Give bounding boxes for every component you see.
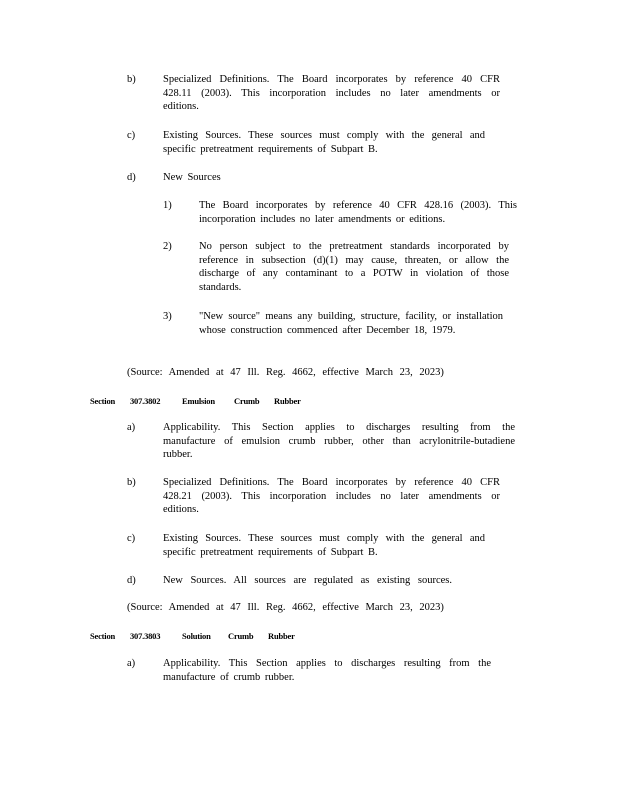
subsection-label: 2) [163,241,172,252]
subsection-text: Applicability. This Section applies to discharges resulting from the manufacture of emulsion crumb rubber, other than acrylonitrile-butadiene rubber. [163,422,515,461]
subsection-label: c) [127,130,136,141]
source-note: (Source: Amended at 47 Ill. Reg. 4662, effective March 23, 2023) [127,367,444,378]
section-title-word: Rubber [274,396,301,406]
section-title-word: Crumb [234,396,260,406]
subsection-label: c) [127,533,136,544]
subsection-label: a) [127,658,136,669]
section-title-word: Rubber [268,631,295,641]
section-title-word: Crumb [228,631,254,641]
subsection-text: Existing Sources. These sources must comply with the general and specific pretreatment requirements of Subpart B. [163,533,485,558]
subsection-text: New Sources [163,172,221,183]
subsection-label: b) [127,477,136,488]
subsection-label: d) [127,172,136,183]
source-note: (Source: Amended at 47 Ill. Reg. 4662, effective March 23, 2023) [127,602,444,613]
subsection-text: The Board incorporates by reference 40 CFR 428.16 (2003). This incorporation includes no later amendments or editions. [199,200,517,225]
subsection-label: b) [127,74,136,85]
subsection-text: Applicability. This Section applies to discharges resulting from the manufacture of crumb rubber. [163,658,491,683]
subsection-text: "New source" means any building, structure, facility, or installation whose construction commenced after December 18, 1979. [199,311,503,336]
section-title-word: Emulsion [182,396,215,406]
subsection-text: No person subject to the pretreatment standards incorporated by reference in subsection (d)(1) may cause, threaten, or allow the discharge of any contaminant to a POTW in violation of those standards. [199,241,509,293]
subsection-text: Specialized Definitions. The Board incorporates by reference 40 CFR 428.21 (2003). This incorporation includes no later amendments or editions. [163,477,500,516]
subsection-text: New Sources. All sources are regulated as existing sources. [163,575,453,586]
section-heading-307-3802 [90,395,301,409]
subsection-text: Existing Sources. These sources must comply with the general and specific pretreatment requirements of Subpart B. [163,130,485,155]
section-word: Section [90,396,116,406]
subsection-label: 3) [163,311,172,322]
section-number: 307.3802 [130,396,161,406]
section-number: 307.3803 [130,631,161,641]
subsection-label: 1) [163,200,172,211]
subsection-label: a) [127,422,136,433]
section-word: Section [90,631,116,641]
section-heading-307-3803 [90,630,295,644]
subsection-text: Specialized Definitions. The Board incorporates by reference 40 CFR 428.11 (2003). This incorporation includes no later amendments or editions. [163,74,500,113]
subsection-label: d) [127,575,136,586]
section-title-word: Solution [182,631,211,641]
